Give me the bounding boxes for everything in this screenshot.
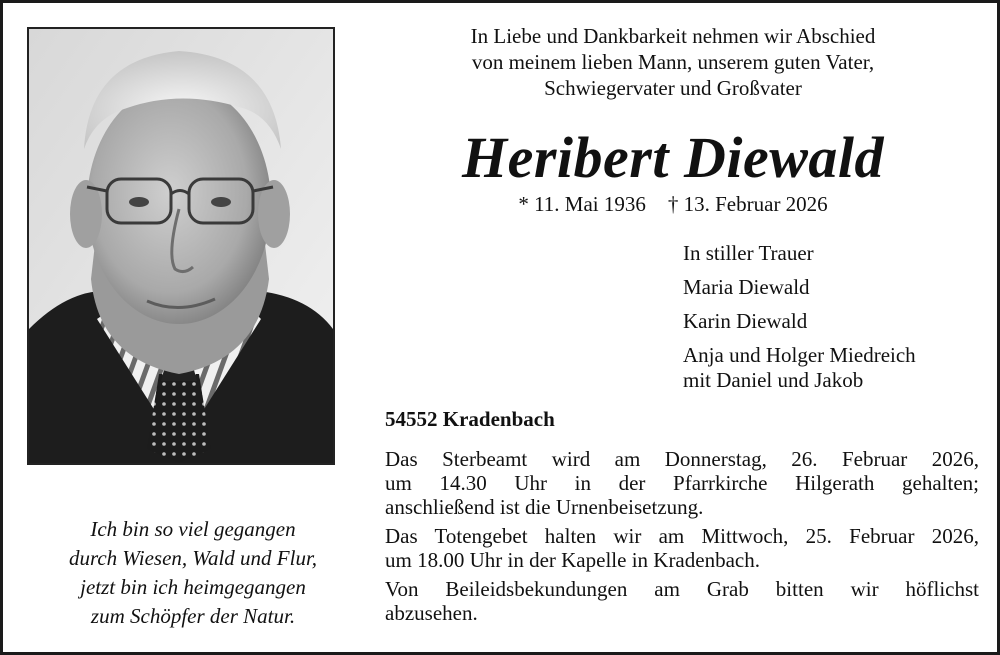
mourners-heading: In stiller Trauer — [683, 241, 814, 265]
details-line: um 14.30 Uhr in der Pfarrkirche Hilgerath gehalten; — [385, 471, 979, 495]
details-line: Das Sterbeamt wird am Donnerstag, 26. Februar 2026, — [385, 447, 979, 471]
mourner-name: mit Daniel und Jakob — [683, 368, 864, 392]
intro-text — [373, 23, 973, 101]
funeral-details — [385, 447, 979, 630]
requiem-paragraph — [385, 447, 979, 519]
birth-date: * 11. Mai 1936 — [518, 192, 646, 216]
mourner-name: Anja und Holger Miedreich — [683, 343, 916, 367]
mourner-name: Karin Diewald — [683, 309, 808, 333]
portrait-photo — [27, 27, 335, 465]
poem-line: zum Schöpfer der Natur. — [90, 604, 296, 628]
poem-line: durch Wiesen, Wald und Flur, — [68, 546, 318, 570]
condolence-paragraph — [385, 577, 979, 625]
details-line: um 18.00 Uhr in der Kapelle in Kradenbach. — [385, 548, 760, 572]
intro-line: Schwiegervater und Großvater — [544, 76, 802, 100]
prayer-paragraph — [385, 524, 979, 572]
poem — [33, 515, 353, 631]
mourners-list — [683, 241, 983, 402]
death-date: † 13. Februar 2026 — [667, 192, 828, 216]
details-line: abzusehen. — [385, 601, 478, 625]
details-line: anschließend ist die Urnenbeisetzung. — [385, 495, 704, 519]
life-dates — [373, 191, 973, 217]
deceased-name: Heribert Diewald — [461, 125, 884, 190]
poem-line: Ich bin so viel gegangen — [90, 517, 296, 541]
intro-line: In Liebe und Dankbarkeit nehmen wir Abschied — [470, 24, 876, 48]
mourner-name: Maria Diewald — [683, 275, 810, 299]
details-line: Das Totengebet halten wir am Mittwoch, 25. Februar 2026, — [385, 524, 979, 548]
details-line: Von Beileidsbekundungen am Grab bitten wir höflichst — [385, 577, 979, 601]
intro-line: von meinem lieben Mann, unserem guten Vater, — [471, 50, 875, 74]
location: 54552 Kradenbach — [385, 407, 555, 431]
portrait-image — [29, 29, 333, 463]
poem-line: jetzt bin ich heimgegangen — [80, 575, 306, 599]
